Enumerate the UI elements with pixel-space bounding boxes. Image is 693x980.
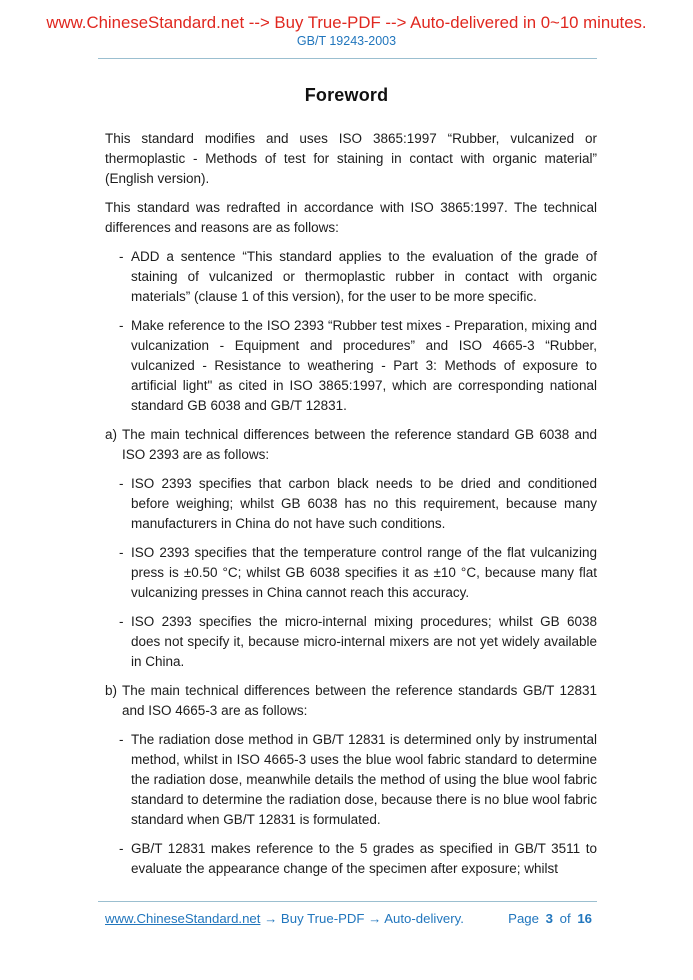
list-item	[105, 247, 597, 307]
doc-number: GB/T 19243-2003	[296, 34, 397, 48]
page-label: Page	[508, 911, 539, 926]
list-item-text: The main technical differences between the reference standards GB/T 12831 and ISO 4665-3 are as follows:	[122, 683, 597, 718]
page-indicator	[508, 910, 592, 927]
list-marker: a)	[105, 427, 118, 442]
list-item	[105, 474, 597, 534]
list-marker: -	[119, 841, 124, 856]
list-item	[105, 316, 597, 416]
page-title: Foreword	[304, 85, 389, 105]
list-item	[105, 543, 597, 603]
header-divider	[98, 58, 597, 59]
footer-promo-text: → Buy True-PDF → Auto-delivery.	[260, 911, 464, 926]
list-item-text: ADD a sentence “This standard applies to the evaluation of the grade of staining of vulcanized or thermoplastic rubber in contact with organic materials” (clause 1 of this version), for the user to be more specific.	[131, 249, 597, 304]
lettered-item-a	[105, 425, 597, 465]
list-item-text: The main technical differences between the reference standard GB 6038 and ISO 2393 are as follows:	[122, 427, 597, 462]
list-item-text: GB/T 12831 makes reference to the 5 grades as specified in GB/T 3511 to evaluate the appearance change of the specimen after exposure; whilst	[131, 841, 597, 876]
page-current: 3	[545, 911, 553, 926]
list-marker: -	[119, 732, 124, 747]
footer-divider	[98, 901, 597, 902]
footer-promo	[105, 910, 464, 927]
list-marker: b)	[105, 683, 118, 698]
document-body	[105, 129, 597, 879]
list-item-text: ISO 2393 specifies that the temperature control range of the flat vulcanizing press is ±0.50 °C; whilst GB 6038 specifies it as ±10 °C, because many flat vulcanizing presses in China cannot reach this accuracy.	[131, 545, 597, 600]
list-marker: -	[119, 318, 124, 333]
list-marker: -	[119, 545, 124, 560]
footer-site-link[interactable]: www.ChineseStandard.net	[105, 911, 261, 926]
list-marker: -	[119, 249, 124, 264]
lettered-item-b	[105, 681, 597, 721]
paragraph: This standard was redrafted in accordance with ISO 3865:1997. The technical differences and reasons are as follows:	[105, 200, 597, 235]
list-item-text: ISO 2393 specifies the micro-internal mixing procedures; whilst GB 6038 does not specify it, because micro-internal mixers are not yet widely available in China.	[131, 614, 597, 669]
paragraph: This standard modifies and uses ISO 3865:1997 “Rubber, vulcanized or thermoplastic - Methods of test for staining in contact with organic material” (English version).	[105, 131, 597, 186]
promo-banner: www.ChineseStandard.net --> Buy True-PDF --> Auto-delivered in 0~10 minutes.	[46, 13, 647, 32]
page-total: 16	[577, 911, 592, 926]
list-item-text: The radiation dose method in GB/T 12831 is determined only by instrumental method, whilst in ISO 4665-3 uses the blue wool fabric standard to determine the radiation dose, meanwhile details the method of using the blue wool fabric standard to determine the radiation dose, because there is no blue wool fabric standard when GB/T 12831 is formulated.	[131, 732, 597, 827]
list-marker: -	[119, 614, 124, 629]
list-item-text: ISO 2393 specifies that carbon black needs to be dried and conditioned before weighing; whilst GB 6038 has no this requirement, because many manufacturers in China do not have such conditions.	[131, 476, 597, 531]
list-item-text: Make reference to the ISO 2393 “Rubber test mixes - Preparation, mixing and vulcanization - Equipment and procedures” and ISO 4665-3 “Rubber, vulcanized - Resistance to weathering - Part 3: Methods of exposure to artificial light" as cited in ISO 3865:1997, which are corresponding national standard GB 6038 and GB/T 12831.	[131, 318, 597, 413]
of-label: of	[559, 911, 571, 926]
list-item	[105, 730, 597, 830]
page-footer	[0, 901, 693, 927]
list-item	[105, 612, 597, 672]
list-item	[105, 839, 597, 879]
list-marker: -	[119, 476, 124, 491]
